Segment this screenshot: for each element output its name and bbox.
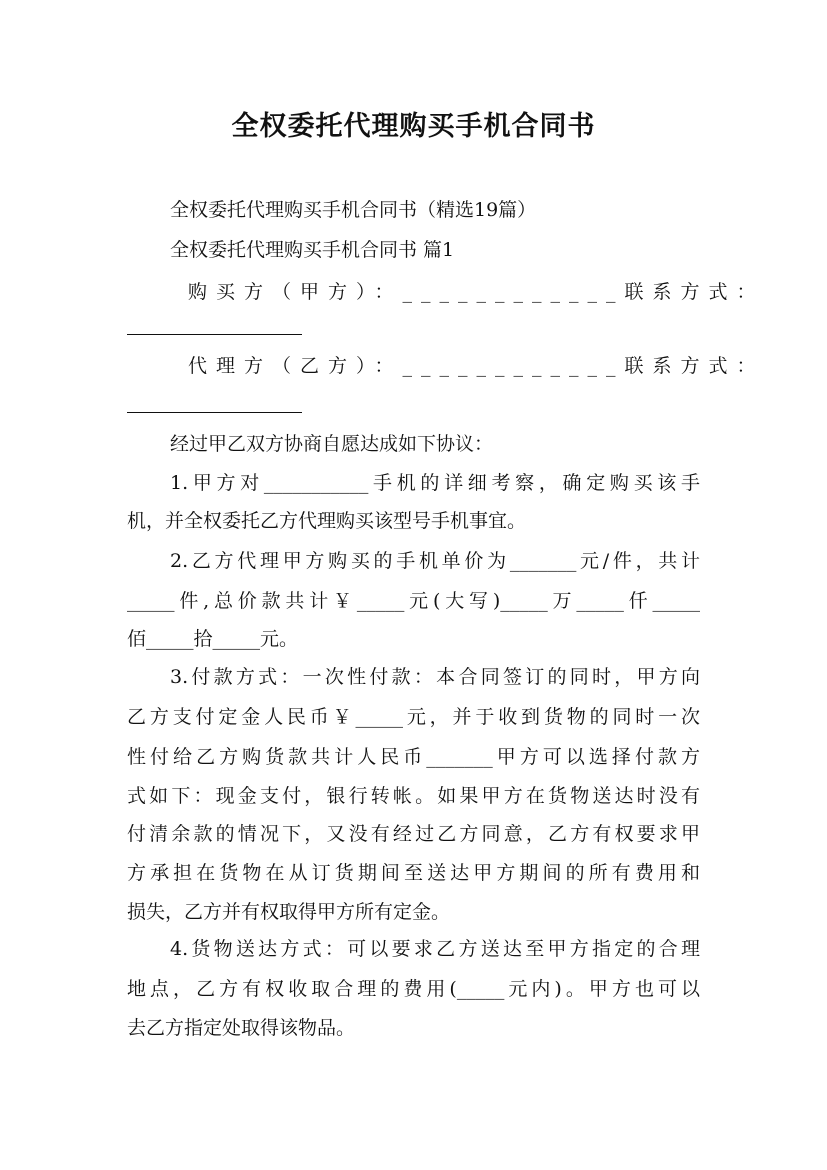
contract-line: 地点，乙方有权收取合理的费用(_____元内)。甲方也可以 [127, 978, 700, 1000]
contract-line: 方承担在货物在从订货期间至送达甲方期间的所有费用和 [127, 862, 700, 884]
buyer-party-line: 购买方（甲方）：____________联系方式： [188, 281, 765, 303]
contract-line: 性付给乙方购货款共计人民币_______甲方可以选择付款方 [127, 746, 700, 768]
contract-line: 乙方支付定金人民币￥_____元，并于收到货物的同时一次 [127, 706, 700, 728]
buyer-contact-blank [127, 334, 302, 335]
contract-line: 损失，乙方并有权取得甲方所有定金。 [127, 901, 451, 923]
contract-line: 付清余款的情况下，又没有经过乙方同意，乙方有权要求甲 [127, 823, 700, 845]
contract-line: 佰_____拾_____元。 [127, 628, 299, 650]
document-subtitle: 全权委托代理购买手机合同书（精选19篇） [170, 199, 537, 221]
contract-line: 去乙方指定处取得该物品。 [127, 1017, 356, 1039]
section-heading: 全权委托代理购买手机合同书 篇1 [170, 239, 455, 261]
contract-line: 式如下：现金支付，银行转帐。如果甲方在货物送达时没有 [127, 785, 700, 807]
agreement-intro: 经过甲乙双方协商自愿达成如下协议： [170, 433, 494, 455]
contract-line: 机，并全权委托乙方代理购买该型号手机事宜。 [127, 510, 527, 532]
contract-line: 2.乙方代理甲方购买的手机单价为_______元/件，共计 [170, 550, 700, 572]
contract-line: 3.付款方式：一次性付款：本合同签订的同时，甲方向 [170, 666, 700, 688]
document-title: 全权委托代理购买手机合同书 [231, 111, 596, 142]
contract-line: _____件,总价款共计￥_____元(大写)_____万_____仟_____ [127, 590, 700, 612]
contract-line: 4.货物送达方式：可以要求乙方送达至甲方指定的合理 [170, 938, 700, 960]
contract-line: 1.甲方对___________手机的详细考察，确定购买该手 [170, 472, 700, 494]
agent-contact-blank [127, 412, 302, 413]
agent-party-line: 代理方（乙方）：____________联系方式： [188, 355, 765, 377]
